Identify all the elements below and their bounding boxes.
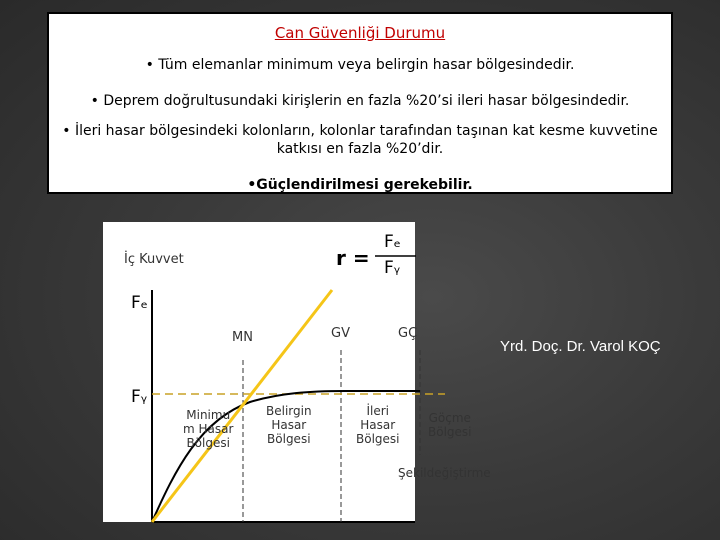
zone-belirgin-line-1: Belirgin: [266, 404, 312, 418]
mn-label: MN: [232, 330, 253, 345]
gv-label: GV: [331, 326, 350, 341]
zone-belirgin-line-3: Bölgesi: [267, 432, 311, 446]
zone-minimum-line-3: Bölgesi: [186, 436, 230, 450]
fy-axis-label: Fᵧ: [131, 387, 148, 407]
author-name: Yrd. Doç. Dr. Varol KOÇ: [500, 338, 661, 355]
zone-ileri-line-1: İleri: [366, 404, 390, 418]
zone-ileri-line-3: Bölgesi: [356, 432, 400, 446]
info-title: Can Güvenliği Durumu: [274, 24, 446, 42]
fe-axis-label: Fₑ: [131, 293, 148, 313]
zone-gocme-line-2: Bölgesi: [428, 425, 472, 439]
zone-minimum-line-1: Minimu: [186, 408, 231, 422]
info-line-3: • İleri hasar bölgesindeki kolonların, kolonlar tarafından taşınan kat kesme kuvvetine katkısı en fazla %20’dir.: [62, 123, 658, 157]
info-line-4: •Güçlendirilmesi gerekebilir.: [247, 177, 473, 193]
zone-belirgin-line-2: Hasar: [271, 418, 307, 432]
r-symbol: r =: [336, 246, 370, 270]
zone-gocme-label: [428, 411, 472, 439]
zone-ileri-line-2: Hasar: [360, 418, 396, 432]
info-line-2: • Deprem doğrultusundaki kirişlerin en fazla %20’si ileri hasar bölgesindedir.: [90, 93, 630, 109]
sekildegistirme-label: Şekildeğiştirme: [398, 466, 491, 480]
ratio-denominator: Fᵧ: [384, 258, 401, 278]
zone-belirgin-label: [266, 404, 312, 446]
gc-label: GÇ: [398, 326, 418, 341]
info-line-1: • Tüm elemanlar minimum veya belirgin hasar bölgesindedir.: [145, 57, 575, 73]
ic-kuvvet-label: İç Kuvvet: [124, 252, 184, 267]
zone-minimum-line-2: m Hasar: [183, 422, 234, 436]
zone-minimum-label: [183, 408, 233, 450]
ratio-numerator: Fₑ: [384, 232, 401, 252]
zone-gocme-line-1: Göçme: [428, 411, 471, 425]
zone-ileri-label: [356, 404, 400, 446]
